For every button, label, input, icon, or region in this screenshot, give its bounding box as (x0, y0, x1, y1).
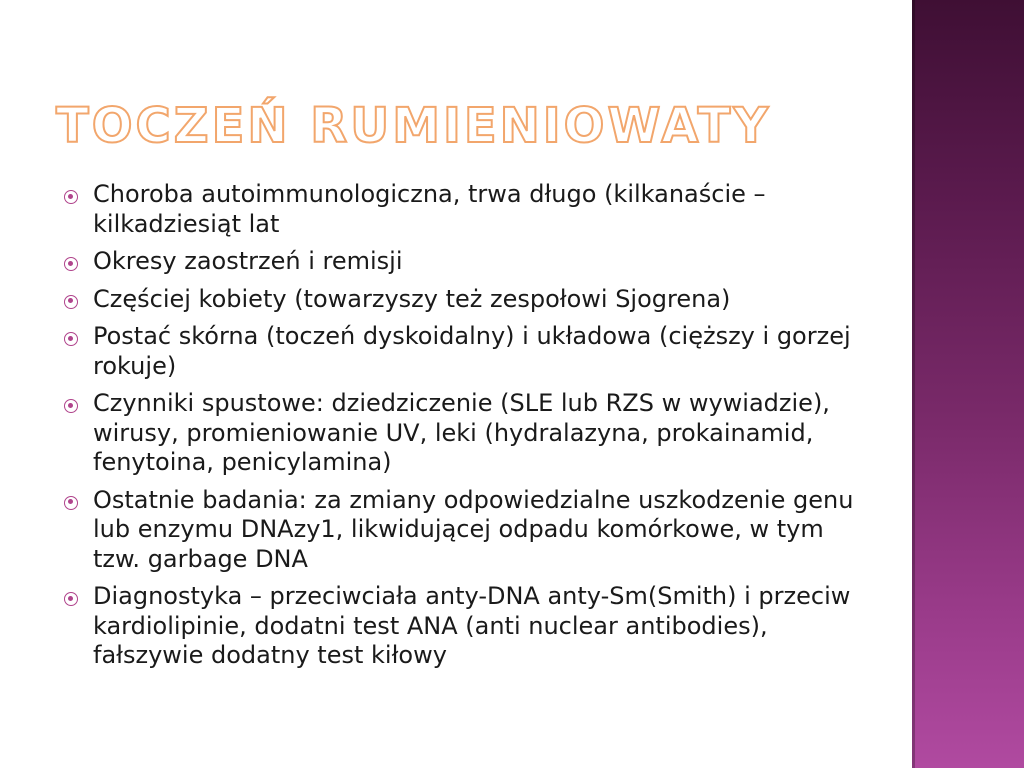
circle-bullet-icon (64, 592, 78, 606)
bullet-text: Okresy zaostrzeń i remisji (93, 247, 403, 275)
bullet-item (64, 285, 864, 315)
bullet-text: Częściej kobiety (towarzyszy też zespołowi Sjogrena) (93, 284, 731, 313)
bullet-item (64, 389, 864, 478)
bullet-list (64, 180, 864, 679)
bullet-text: Czynniki spustowe: dziedziczenie (SLE lub RZS w wywiadzie), wirusy, promieniowanie UV, leki (hydralazyna, prokainamid, fenytoina, penicylamina) (93, 389, 830, 476)
bullet-text: Ostatnie badania: za zmiany odpowiedzialne uszkodzenie genu lub enzymu DNAzy1, likwidującej odpadu komórkowe, w tym tzw. garbage DNA (93, 485, 854, 573)
circle-bullet-icon (64, 257, 78, 271)
slide-title: TOCZEŃ RUMIENIOWATY (56, 98, 772, 154)
circle-bullet-icon (64, 399, 78, 413)
decorative-side-band (912, 0, 1024, 768)
circle-bullet-icon (64, 496, 78, 510)
bullet-item (64, 322, 864, 381)
bullet-text: Choroba autoimmunologiczna, trwa długo (kilkanaście – kilkadziesiąt lat (93, 180, 766, 238)
bullet-item (64, 582, 864, 671)
bullet-item (64, 180, 864, 239)
circle-bullet-icon (64, 295, 78, 309)
circle-bullet-icon (64, 332, 78, 346)
bullet-item (64, 247, 864, 277)
circle-bullet-icon (64, 190, 78, 204)
bullet-text: Diagnostyka – przeciwciała anty-DNA anty-Sm(Smith) i przeciw kardiolipinie, dodatni test ANA (anti nuclear antibodies), fałszywie dodatny test kiłowy (93, 582, 851, 669)
bullet-item (64, 486, 864, 575)
bullet-text: Postać skórna (toczeń dyskoidalny) i układowa (cięższy i gorzej rokuje) (93, 322, 851, 380)
